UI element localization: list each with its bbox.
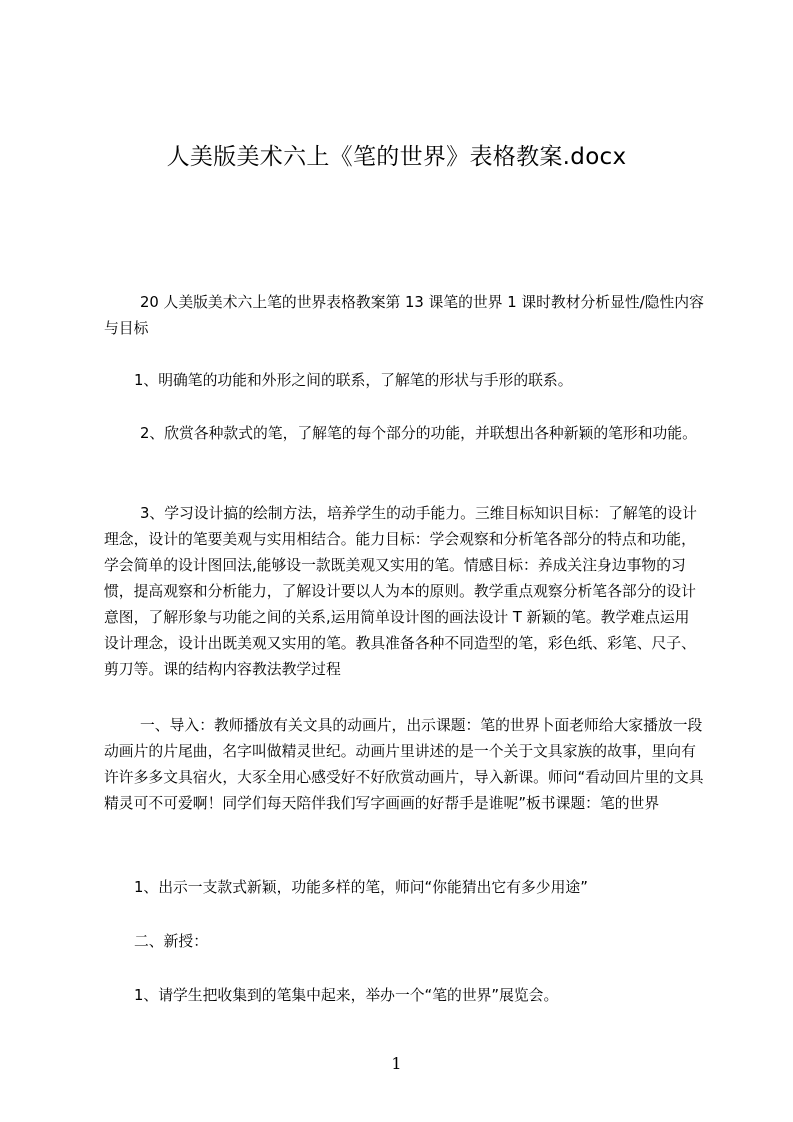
paragraph-step-2: 1、请学生把收集到的笔集中起来，举办一个“笔的世界”展览会。 [134,987,559,1004]
document-title: 人美版美术六上《笔的世界》表格教案.docx [166,144,627,170]
paragraph-objective-3: 3、学习设计搞的绘制方法，培养学生的动手能力。三维目标知识目标：了解笔的设计理念，设计的笔要美观与实用相结合。能力目标：学会观察和分析笔各部分的特点和功能，学会简单的设计图回法,能够设一款既美观又实用的笔。情感目标：养成关注身边事物的习惯，提高观察和分析能力，了解设计要以人为本的原则。教学重点观察分析笔各部分的设计意图，了解形象与功能之间的关系,运用简单设计图的画法设计 T 新颖的笔。教学难点运用设计理念，设计出既美观又实用的笔。教具准备各种不同造型的笔，彩色纸、彩笔、尺子、剪刀等。课的结构内容教法教学过程 [104,505,697,678]
paragraph-intro: 20 人美版美术六上笔的世界表格教案第 13 课笔的世界 1 课时教材分析显性/隐性内容与目标 [104,294,704,337]
paragraph-step-1: 1、出示一支款式新颖，功能多样的笔，师问“你能猜出它有多少用途” [134,879,588,896]
paragraph-section-new: 二、新授： [134,933,208,950]
paragraph-objective-1: 1、明确笔的功能和外形之间的联系，了解笔的形状与手形的联系。 [134,372,573,389]
page-number: 1 [391,1054,402,1073]
paragraph-objective-2: 2、欣赏各种款式的笔，了解笔的每个部分的功能，并联想出各种新颖的笔形和功能。 [140,425,697,442]
paragraph-introduction: 一、导入：教师播放有关文具的动画片，出示课题：笔的世界卜面老师给大家播放一段动画片的片尾曲，名字叫做精灵世纪。动画片里讲述的是一个关于文具家族的故事，里向有许许多多文具宿火，大豕全用心感受好不好欣赏动画片，导入新课。师问“看动回片里的文具精灵可不可爱啊！同学们每天陪伴我们写字画画的好帮手是谁呢”板书课题：笔的世界 [104,717,704,812]
